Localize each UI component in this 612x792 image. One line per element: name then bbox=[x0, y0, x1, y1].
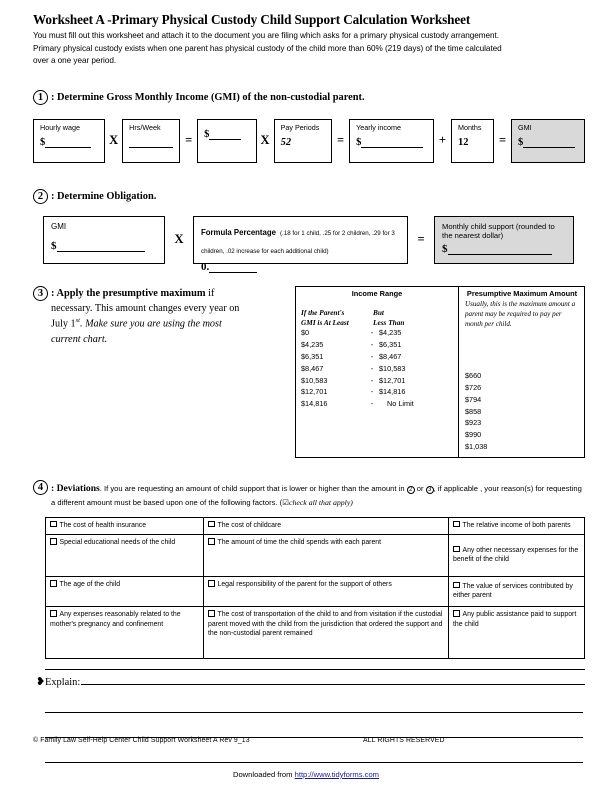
operator-equals-4: = bbox=[417, 232, 425, 247]
presumptive-amount-cell bbox=[459, 286, 585, 457]
factor-label: Any other necessary expenses for the benefit of the child bbox=[453, 546, 579, 564]
months-label: Months bbox=[457, 122, 482, 132]
amount-value: $1,038 bbox=[465, 442, 488, 452]
step-2-calculation-row bbox=[33, 216, 585, 273]
factor-cell-legal-responsibility[interactable] bbox=[204, 577, 449, 607]
pay-periods-value: 52 bbox=[280, 136, 292, 148]
factor-label: The cost of transportation of the child to and from visitation if the custodial parent moved with the child from the jurisdiction that ordered the support and the non-custodial parent remained bbox=[208, 611, 443, 637]
factor-label: The relative income of both parents bbox=[462, 521, 571, 529]
checkmark-icon: ☑ bbox=[282, 497, 290, 507]
yearly-income-box[interactable] bbox=[349, 119, 434, 163]
formula-percentage-box[interactable] bbox=[193, 216, 408, 273]
table-row: $8,467 - $10,583 bbox=[301, 363, 406, 373]
factor-cell-public-assistance[interactable] bbox=[449, 607, 585, 659]
intro-line-2: Primary physical custody exists when one parent has physical custody of the child more than 60% (219 days) of the time calculated bbox=[33, 43, 502, 53]
step-2-number: 2 bbox=[33, 189, 48, 204]
explain-row bbox=[36, 675, 585, 688]
ref-circle-2: 3 bbox=[426, 486, 434, 494]
income-range-rows bbox=[301, 327, 453, 410]
footer-copyright: © Family Law Self-Help Center Child Support Worksheet A Rev 9_13 bbox=[33, 737, 250, 744]
hours-per-week-label: Hrs/Week bbox=[129, 122, 161, 132]
checkbox-public-assistance[interactable] bbox=[453, 610, 460, 617]
formula-percentage-heading bbox=[201, 222, 400, 258]
footer-rights: ALL RIGHTS RESERVED bbox=[363, 737, 445, 744]
pointer-icon: ❥ bbox=[36, 676, 46, 689]
explain-input-line[interactable] bbox=[45, 713, 583, 738]
weekly-income-value[interactable]: $ bbox=[204, 129, 249, 140]
step-1-calculation-row bbox=[33, 119, 585, 163]
operator-equals-3: = bbox=[498, 133, 507, 148]
formula-percentage-label: Formula Percentage bbox=[201, 227, 276, 237]
table-row: $0 - $4,235 bbox=[301, 328, 402, 338]
formula-percentage-value[interactable]: 0. bbox=[201, 261, 400, 273]
intro-line-1: You must fill out this worksheet and attach it to the document you are filing which asks for a primary physical custody arrangement. bbox=[33, 31, 499, 41]
download-prefix: Downloaded from bbox=[232, 770, 295, 779]
factor-cell-services-value[interactable] bbox=[449, 577, 585, 607]
checkbox-services-value[interactable] bbox=[453, 582, 460, 589]
pay-periods-box bbox=[274, 119, 333, 163]
step-3-body-line-1: necessary. This amount changes every year on bbox=[51, 302, 240, 314]
step-3-row bbox=[33, 286, 585, 458]
yearly-income-label: Yearly income bbox=[356, 122, 401, 132]
checkbox-special-education[interactable] bbox=[50, 538, 57, 545]
amount-value: $990 bbox=[465, 430, 482, 440]
step-3-body-line-3: current chart. bbox=[51, 333, 108, 345]
deviation-factors-table bbox=[45, 517, 585, 659]
page-content bbox=[33, 12, 585, 763]
operator-multiply-1: X bbox=[109, 133, 119, 148]
yearly-income-value[interactable]: $ bbox=[356, 137, 427, 148]
checkbox-pregnancy-expenses[interactable] bbox=[50, 610, 57, 617]
operator-multiply-3: X bbox=[174, 232, 184, 247]
table-row: $10,583 - $12,701 bbox=[301, 375, 406, 385]
income-range-cell bbox=[296, 286, 459, 457]
monthly-child-support-box[interactable] bbox=[434, 216, 574, 264]
step-1-number: 1 bbox=[33, 90, 48, 105]
months-box bbox=[451, 119, 494, 163]
checkbox-transportation[interactable] bbox=[208, 610, 215, 617]
step-4-number: 4 bbox=[33, 480, 48, 495]
factor-label: The value of services contributed by either parent bbox=[453, 582, 573, 600]
presumptive-amount-values bbox=[465, 370, 579, 453]
step-4-title: : Deviations bbox=[51, 482, 100, 494]
formula-percentage-note: (.18 for 1 child, .25 for 2 children, .29 for 3 children, .02 increase for each additional child) bbox=[201, 229, 395, 255]
gmi-value[interactable]: $ bbox=[518, 137, 578, 148]
step-4-deviations-text: : Deviations. If you are requesting an amount of child support that is lower or higher than the amount in 2 or 3 , if applicable , your reason(s) for requesting a different amount must be based upon one of the following factors. (☑check all that apply) bbox=[51, 482, 582, 507]
step-1-heading bbox=[33, 90, 585, 105]
factor-cell-relative-income[interactable] bbox=[449, 517, 585, 534]
factor-cell-child-age[interactable] bbox=[46, 577, 204, 607]
explain-input-line[interactable] bbox=[45, 688, 583, 713]
intro-line-3: over a one year period. bbox=[33, 56, 117, 66]
factor-cell-parenting-time[interactable] bbox=[204, 535, 449, 577]
checkbox-health-insurance[interactable] bbox=[50, 521, 57, 528]
hours-per-week-value[interactable] bbox=[129, 137, 173, 148]
factor-label: Any expenses reasonably related to the mother's pregnancy and confinement bbox=[50, 611, 181, 628]
checkbox-child-age[interactable] bbox=[50, 580, 57, 587]
table-row: $14,816 - No Limit bbox=[301, 399, 414, 409]
step-4-section bbox=[33, 480, 585, 659]
step-3-section bbox=[33, 286, 585, 458]
income-range-column-headers bbox=[301, 308, 453, 327]
factor-label: The cost of health insurance bbox=[59, 521, 147, 529]
factor-cell-special-education[interactable] bbox=[46, 535, 204, 577]
gmi-result-box[interactable] bbox=[511, 119, 585, 163]
hours-per-week-box[interactable] bbox=[122, 119, 180, 163]
operator-equals-2: = bbox=[337, 133, 345, 148]
step-1-section bbox=[33, 90, 585, 163]
step-3-body bbox=[51, 302, 295, 348]
amount-value: $794 bbox=[465, 394, 482, 404]
step-2-heading bbox=[33, 189, 585, 204]
explain-label: Explain: bbox=[45, 677, 81, 689]
presumptive-maximum-table bbox=[295, 286, 585, 458]
explain-input-line[interactable] bbox=[81, 675, 585, 685]
amount-value: $858 bbox=[465, 406, 482, 416]
step-3-number: 3 bbox=[33, 286, 48, 301]
intro-paragraph bbox=[33, 30, 585, 67]
hourly-wage-label: Hourly wage bbox=[40, 122, 80, 132]
ref-circle-1: 2 bbox=[407, 486, 415, 494]
explain-divider bbox=[45, 669, 585, 670]
operator-multiply-2: X bbox=[260, 133, 270, 148]
table-row bbox=[46, 535, 585, 577]
step-3-body-line-2: July 1st. Make sure you are using the most bbox=[51, 317, 222, 330]
presumptive-amount-header: Presumptive Maximum Amount bbox=[466, 288, 578, 298]
table-row: $4,235 - $6,351 bbox=[301, 340, 402, 350]
presumptive-amount-note: Usually, this is the maximum amount a parent may be required to pay per month per child. bbox=[465, 300, 576, 328]
operator-plus-1: + bbox=[438, 133, 447, 148]
weekly-income-box[interactable] bbox=[197, 119, 256, 163]
factor-label: Special educational needs of the child bbox=[59, 539, 176, 547]
pay-periods-label: Pay Periods bbox=[280, 122, 320, 132]
factor-label: Legal responsibility of the parent for the support of others bbox=[217, 581, 392, 589]
step2-gmi-box[interactable] bbox=[43, 216, 165, 264]
factor-cell-health-insurance[interactable] bbox=[46, 517, 204, 534]
income-range-header: Income Range bbox=[351, 288, 403, 298]
factor-label: Any public assistance paid to support the child bbox=[453, 611, 577, 628]
amount-value: $923 bbox=[465, 418, 482, 428]
page-footer bbox=[33, 737, 585, 744]
table-row bbox=[46, 517, 585, 534]
step2-gmi-label: GMI bbox=[51, 221, 67, 231]
amount-value: $660 bbox=[465, 371, 482, 381]
step-2-title: : Determine Obligation. bbox=[51, 190, 157, 202]
col-at-least-head: If the Parent's GMI is At Least bbox=[301, 308, 349, 327]
spacer bbox=[465, 329, 579, 370]
step-1-title: : Determine Gross Monthly Income (GMI) of the non-custodial parent. bbox=[51, 91, 365, 103]
monthly-child-support-label: Monthly child support (rounded to the nearest dollar) bbox=[442, 221, 555, 241]
checkbox-legal-responsibility[interactable] bbox=[208, 580, 215, 587]
factor-cell-other-expenses[interactable] bbox=[449, 535, 585, 577]
col-less-than-head: But Less Than bbox=[373, 308, 405, 327]
monthly-child-support-value[interactable]: $ bbox=[442, 243, 566, 255]
checkbox-childcare[interactable] bbox=[208, 521, 215, 528]
table-row: $12,701 - $14,816 bbox=[301, 387, 406, 397]
factor-label: The cost of childcare bbox=[217, 521, 282, 529]
factor-cell-childcare[interactable] bbox=[204, 517, 449, 534]
factor-label: The amount of time the child spends with each parent bbox=[217, 539, 382, 547]
hourly-wage-value[interactable]: $ bbox=[40, 137, 98, 148]
checkbox-parenting-time[interactable] bbox=[208, 538, 215, 545]
tidyforms-link[interactable]: http://www.tidyforms.com bbox=[294, 770, 380, 779]
step2-gmi-value[interactable]: $ bbox=[51, 240, 157, 252]
table-row: $6,351 - $8,467 bbox=[301, 352, 402, 362]
checkbox-relative-income[interactable] bbox=[453, 521, 460, 528]
operator-equals-1: = bbox=[185, 133, 193, 148]
hourly-wage-box[interactable] bbox=[33, 119, 105, 163]
factor-cell-pregnancy-expenses[interactable] bbox=[46, 607, 204, 659]
table-row bbox=[46, 607, 585, 659]
step-3-text-column bbox=[33, 286, 295, 348]
step-2-section bbox=[33, 189, 585, 273]
factor-cell-transportation[interactable] bbox=[204, 607, 449, 659]
step-3-heading bbox=[33, 286, 295, 301]
page-title: Worksheet A -Primary Physical Custody Child Support Calculation Worksheet bbox=[33, 12, 471, 27]
ordinal-suffix: st bbox=[75, 317, 80, 325]
step-4-heading bbox=[33, 480, 585, 509]
factor-label: The age of the child bbox=[59, 581, 121, 589]
months-value: 12 bbox=[457, 136, 469, 148]
checkbox-other-expenses[interactable] bbox=[453, 546, 460, 553]
amount-value: $726 bbox=[465, 382, 482, 392]
table-row bbox=[46, 577, 585, 607]
download-attribution bbox=[0, 770, 612, 779]
table-row bbox=[296, 286, 585, 457]
step-3-title: : Apply the presumptive maximum if bbox=[51, 287, 215, 299]
gmi-label: GMI bbox=[518, 122, 532, 132]
